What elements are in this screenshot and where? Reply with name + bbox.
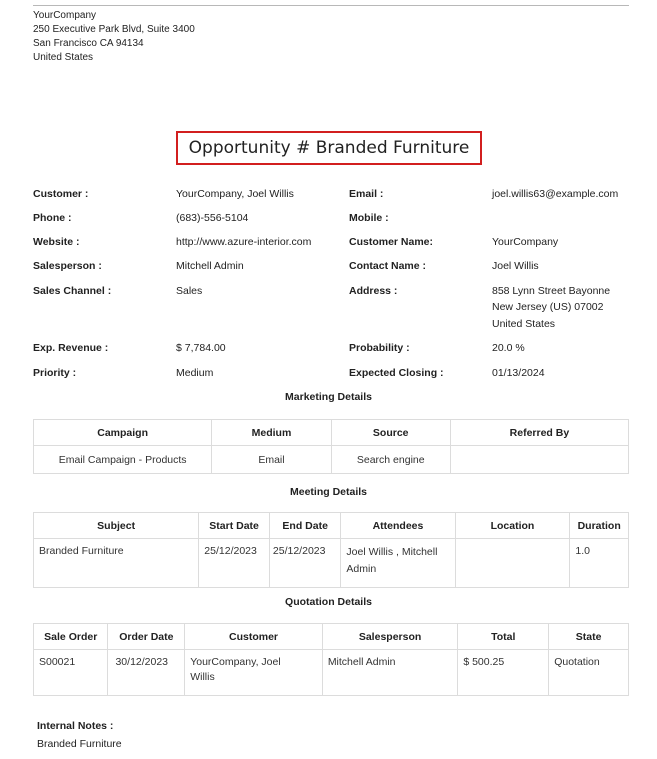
table-row: [34, 539, 629, 588]
cell-customer: YourCompany, Joel Willis: [185, 650, 323, 696]
website-value: http://www.azure-interior.com: [176, 236, 312, 248]
address-label: Address :: [349, 285, 398, 297]
table-row: [34, 650, 629, 696]
address-line3: United States: [492, 318, 556, 330]
mobile-label: Mobile :: [349, 212, 389, 224]
company-address-block: [33, 9, 195, 65]
address-line1: 858 Lynn Street Bayonne: [492, 285, 611, 297]
cell-sale-order: S00021: [34, 650, 108, 696]
col-source: Source: [331, 420, 450, 446]
cell-attendees: Joel Willis , Mitchell Admin: [341, 539, 455, 588]
col-attendees: Attendees: [341, 513, 455, 539]
col-duration: Duration: [570, 513, 629, 539]
quotation-section-title: Quotation Details: [285, 596, 372, 608]
marketing-section-title: Marketing Details: [285, 391, 372, 403]
col-total: Total: [458, 624, 549, 650]
company-address-line1: 250 Executive Park Blvd, Suite 3400: [33, 24, 195, 35]
table-header-row: [34, 624, 629, 650]
quotation-table: [33, 623, 629, 696]
col-start-date: Start Date: [199, 513, 270, 539]
exp-revenue-value: $ 7,784.00: [176, 342, 226, 354]
email-label: Email :: [349, 188, 384, 200]
header-divider: [33, 5, 629, 6]
col-customer: Customer: [185, 624, 323, 650]
priority-value: Medium: [176, 367, 214, 379]
cell-duration: 1.0: [570, 539, 629, 588]
cell-salesperson: Mitchell Admin: [322, 650, 458, 696]
company-country: United States: [33, 52, 94, 63]
sales-channel-value: Sales: [176, 285, 203, 297]
cell-campaign: Email Campaign - Products: [34, 446, 212, 474]
expected-closing-label: Expected Closing :: [349, 367, 444, 379]
salesperson-value: Mitchell Admin: [176, 260, 244, 272]
address-line2: New Jersey (US) 07002: [492, 301, 604, 313]
salesperson-label: Salesperson :: [33, 260, 102, 272]
customer-value: YourCompany, Joel Willis: [176, 188, 294, 200]
report-title: Opportunity # Branded Furniture: [176, 131, 482, 165]
contact-name-label: Contact Name :: [349, 260, 427, 272]
sales-channel-label: Sales Channel :: [33, 285, 112, 297]
customer-name-value: YourCompany: [492, 236, 559, 248]
meeting-table: [33, 512, 629, 588]
probability-label: Probability :: [349, 342, 410, 354]
internal-notes-label: Internal Notes :: [37, 720, 114, 732]
cell-start-date: 25/12/2023: [199, 539, 270, 588]
table-row: [34, 446, 629, 474]
probability-value: 20.0 %: [492, 342, 525, 354]
cell-source: Search engine: [331, 446, 450, 474]
meeting-section-title: Meeting Details: [289, 486, 368, 498]
cell-referred-by: [450, 446, 628, 474]
customer-label: Customer :: [33, 188, 89, 200]
cell-location: [455, 539, 570, 588]
col-campaign: Campaign: [34, 420, 212, 446]
cell-medium: Email: [212, 446, 331, 474]
cell-end-date: 25/12/2023: [269, 539, 341, 588]
table-header-row: [34, 513, 629, 539]
col-referred-by: Referred By: [450, 420, 628, 446]
phone-value: (683)-556-5104: [176, 212, 249, 224]
col-sale-order: Sale Order: [34, 624, 108, 650]
col-subject: Subject: [34, 513, 199, 539]
phone-label: Phone :: [33, 212, 72, 224]
cell-order-date: 30/12/2023: [108, 650, 185, 696]
col-medium: Medium: [212, 420, 331, 446]
col-state: State: [549, 624, 629, 650]
internal-notes-text: Branded Furniture: [37, 738, 122, 750]
table-header-row: [34, 420, 629, 446]
expected-closing-value: 01/13/2024: [492, 367, 545, 379]
col-end-date: End Date: [269, 513, 341, 539]
website-label: Website :: [33, 236, 80, 248]
cell-subject: Branded Furniture: [34, 539, 199, 588]
cell-state: Quotation: [549, 650, 629, 696]
company-name: YourCompany: [33, 10, 97, 21]
marketing-table: [33, 419, 629, 474]
col-order-date: Order Date: [108, 624, 185, 650]
customer-name-label: Customer Name:: [349, 236, 434, 248]
exp-revenue-label: Exp. Revenue :: [33, 342, 109, 354]
company-address-line2: San Francisco CA 94134: [33, 38, 144, 49]
priority-label: Priority :: [33, 367, 77, 379]
email-value: joel.willis63@example.com: [492, 188, 619, 200]
cell-total: $ 500.25: [458, 650, 549, 696]
col-location: Location: [455, 513, 570, 539]
contact-name-value: Joel Willis: [492, 260, 539, 272]
col-salesperson: Salesperson: [322, 624, 458, 650]
